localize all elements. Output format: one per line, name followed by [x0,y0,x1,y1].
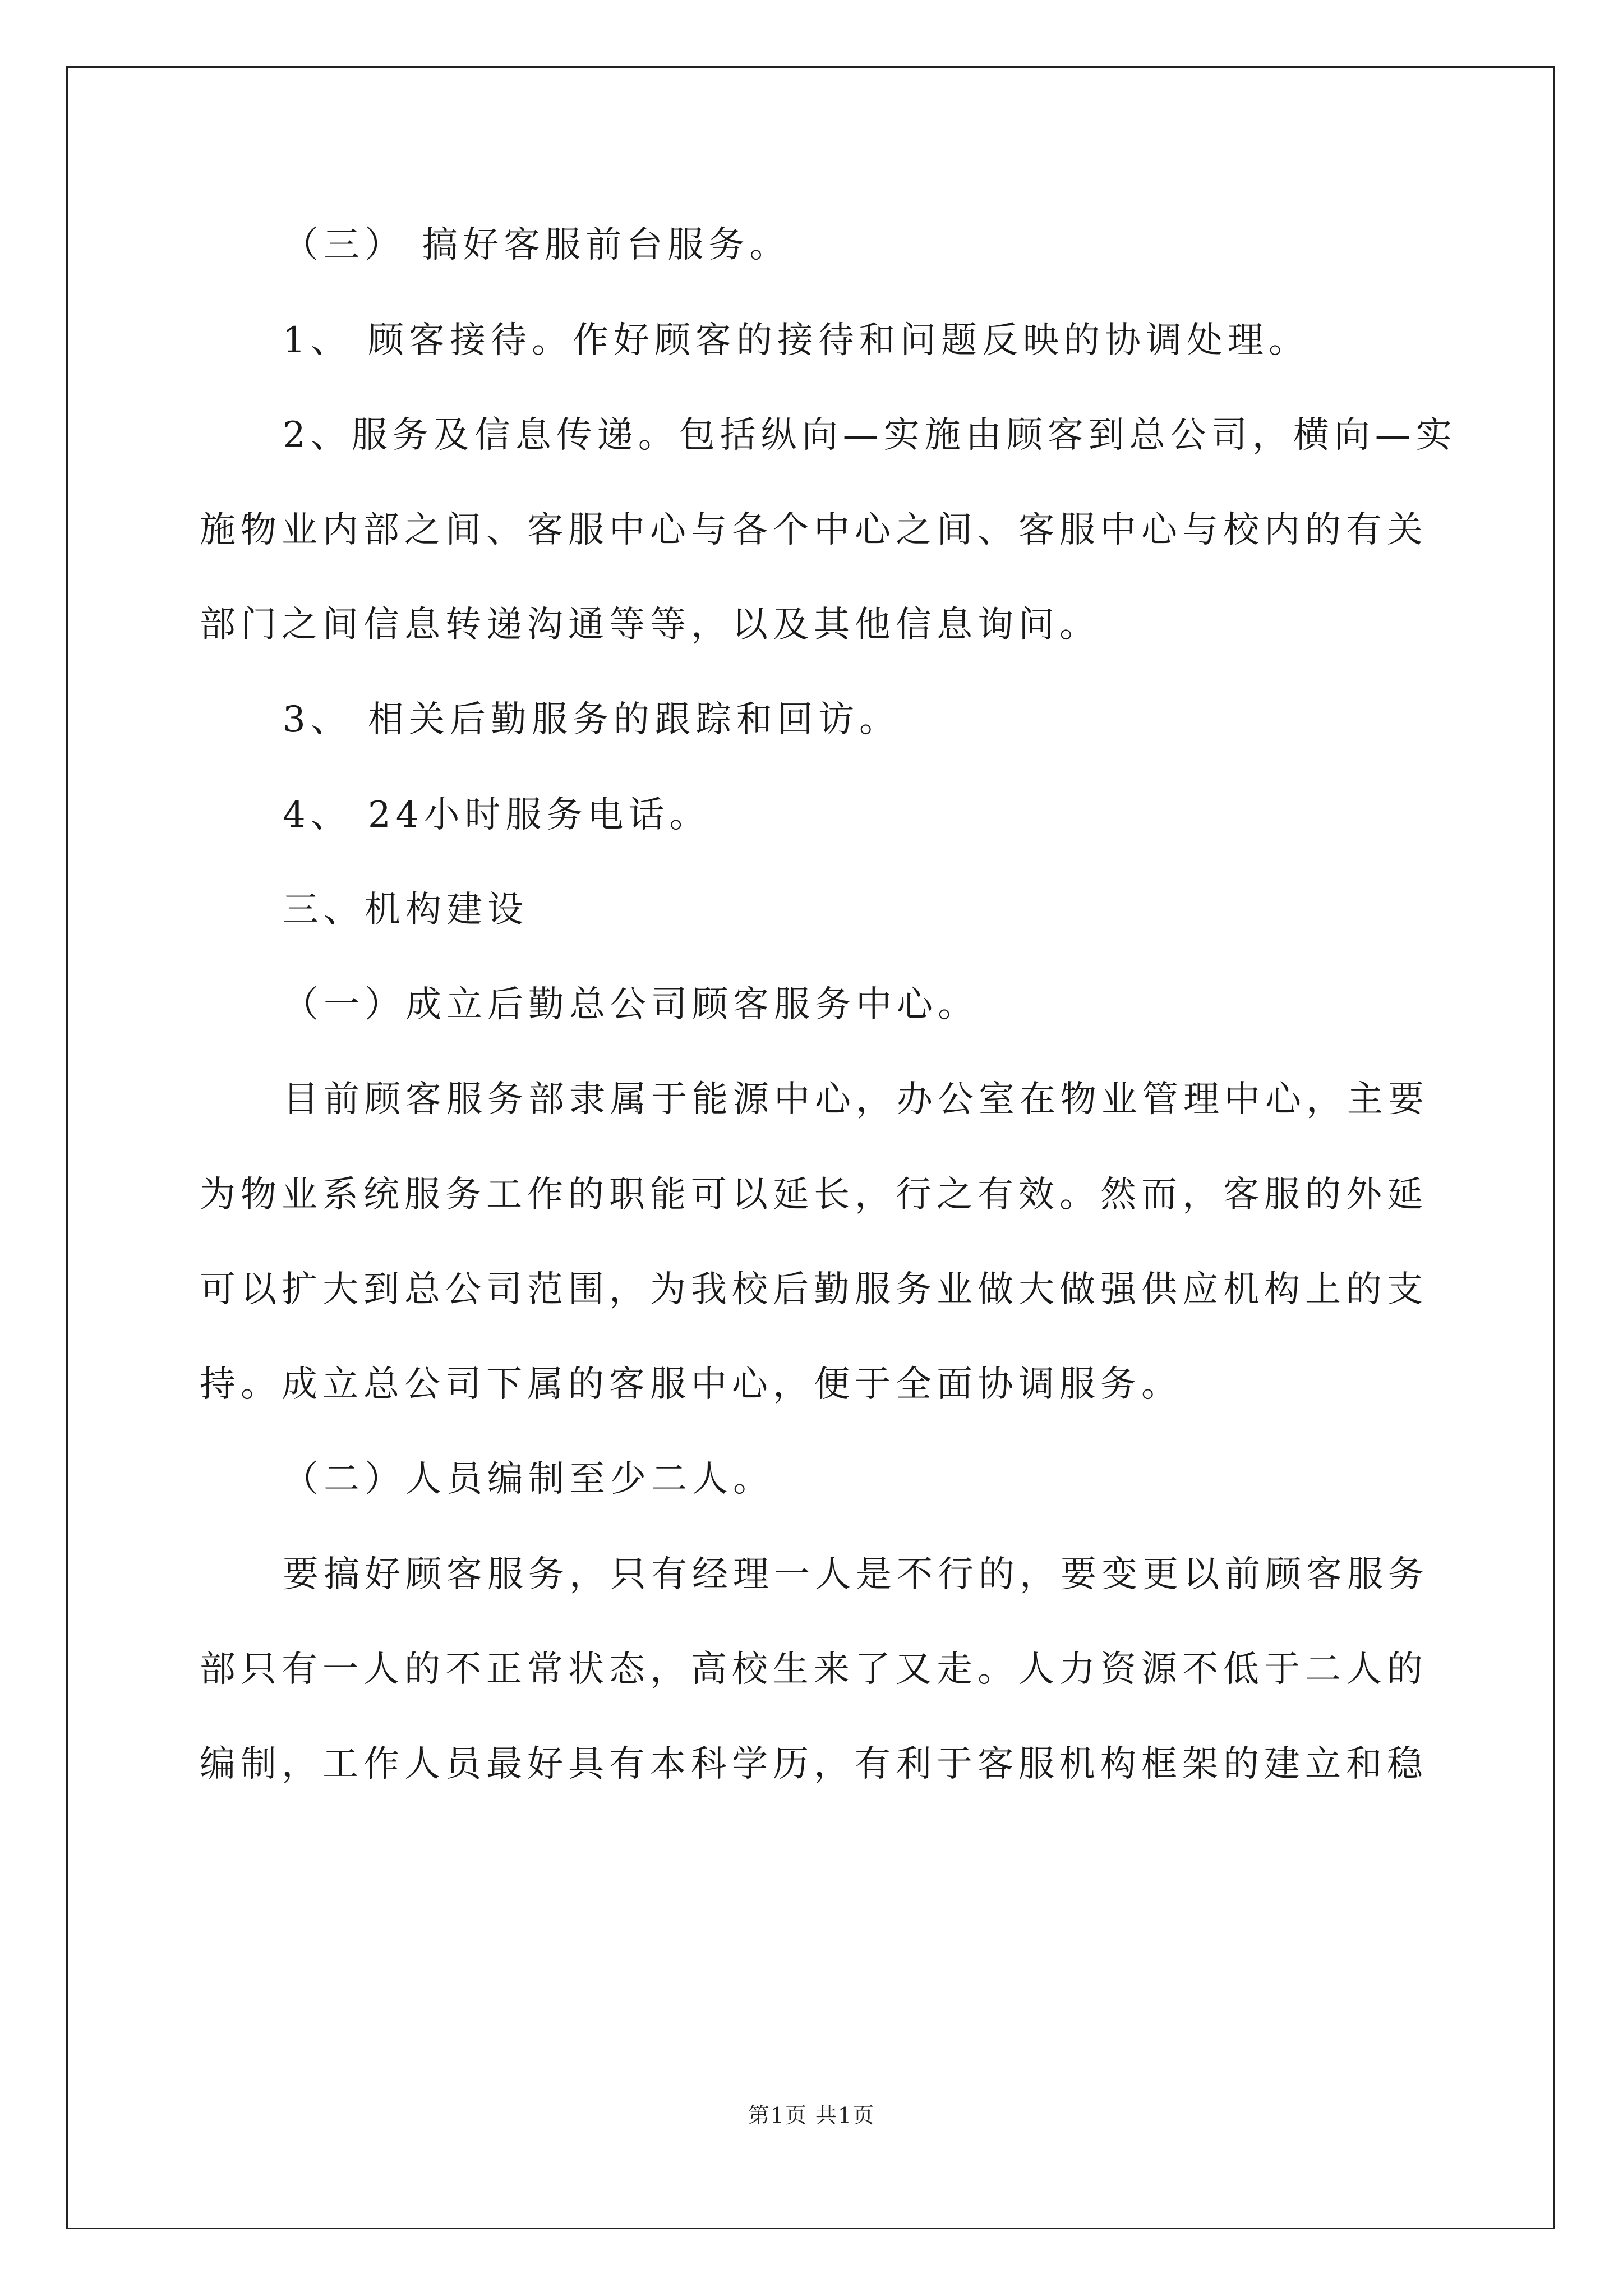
paragraph-1-line-4: 持。成立总公司下属的客服中心，便于全面协调服务。 [200,1364,1182,1405]
subsection-heading-1: （一）成立后勤总公司顾客服务中心。 [283,984,979,1025]
paragraph-1-line-1: 目前顾客服务部隶属于能源中心，办公室在物业管理中心，主要 [283,1079,1429,1120]
subsection-heading-2: （二）人员编制至少二人。 [283,1458,774,1500]
list-item-2-line-2: 施物业内部之间、客服中心与各个中心之间、客服中心与校内的有关 [200,509,1428,551]
paragraph-1-line-2: 为物业系统服务工作的职能可以延长，行之有效。然而，客服的外延 [200,1174,1428,1216]
chapter-heading: 三、机构建设 [283,889,528,931]
paragraph-2-line-3: 编制，工作人员最好具有本科学历，有利于客服机构框架的建立和稳 [200,1743,1428,1785]
page-footer: 第1页 共1页 [748,2103,875,2128]
section-heading-3: （三） 搞好客服前台服务。 [283,224,791,266]
paragraph-2-line-2: 部只有一人的不正常状态，高校生来了又走。人力资源不低于二人的 [200,1649,1428,1690]
list-item-1: 1、 顾客接待。作好顾客的接待和问题反映的协调处理。 [283,320,1310,361]
page-border [66,66,1555,2229]
list-item-4: 4、 24小时服务电话。 [283,794,711,836]
list-item-2-line-3: 部门之间信息转递沟通等等，以及其他信息询问。 [200,604,1100,646]
list-item-3: 3、 相关后勤服务的跟踪和回访。 [283,699,901,740]
list-item-2-line-1: 2、服务及信息传递。包括纵向—实施由顾客到总公司，横向—实 [283,415,1457,456]
paragraph-2-line-1: 要搞好顾客服务，只有经理一人是不行的，要变更以前顾客服务 [283,1554,1429,1595]
paragraph-1-line-3: 可以扩大到总公司范围，为我校后勤服务业做大做强供应机构上的支 [200,1269,1428,1310]
